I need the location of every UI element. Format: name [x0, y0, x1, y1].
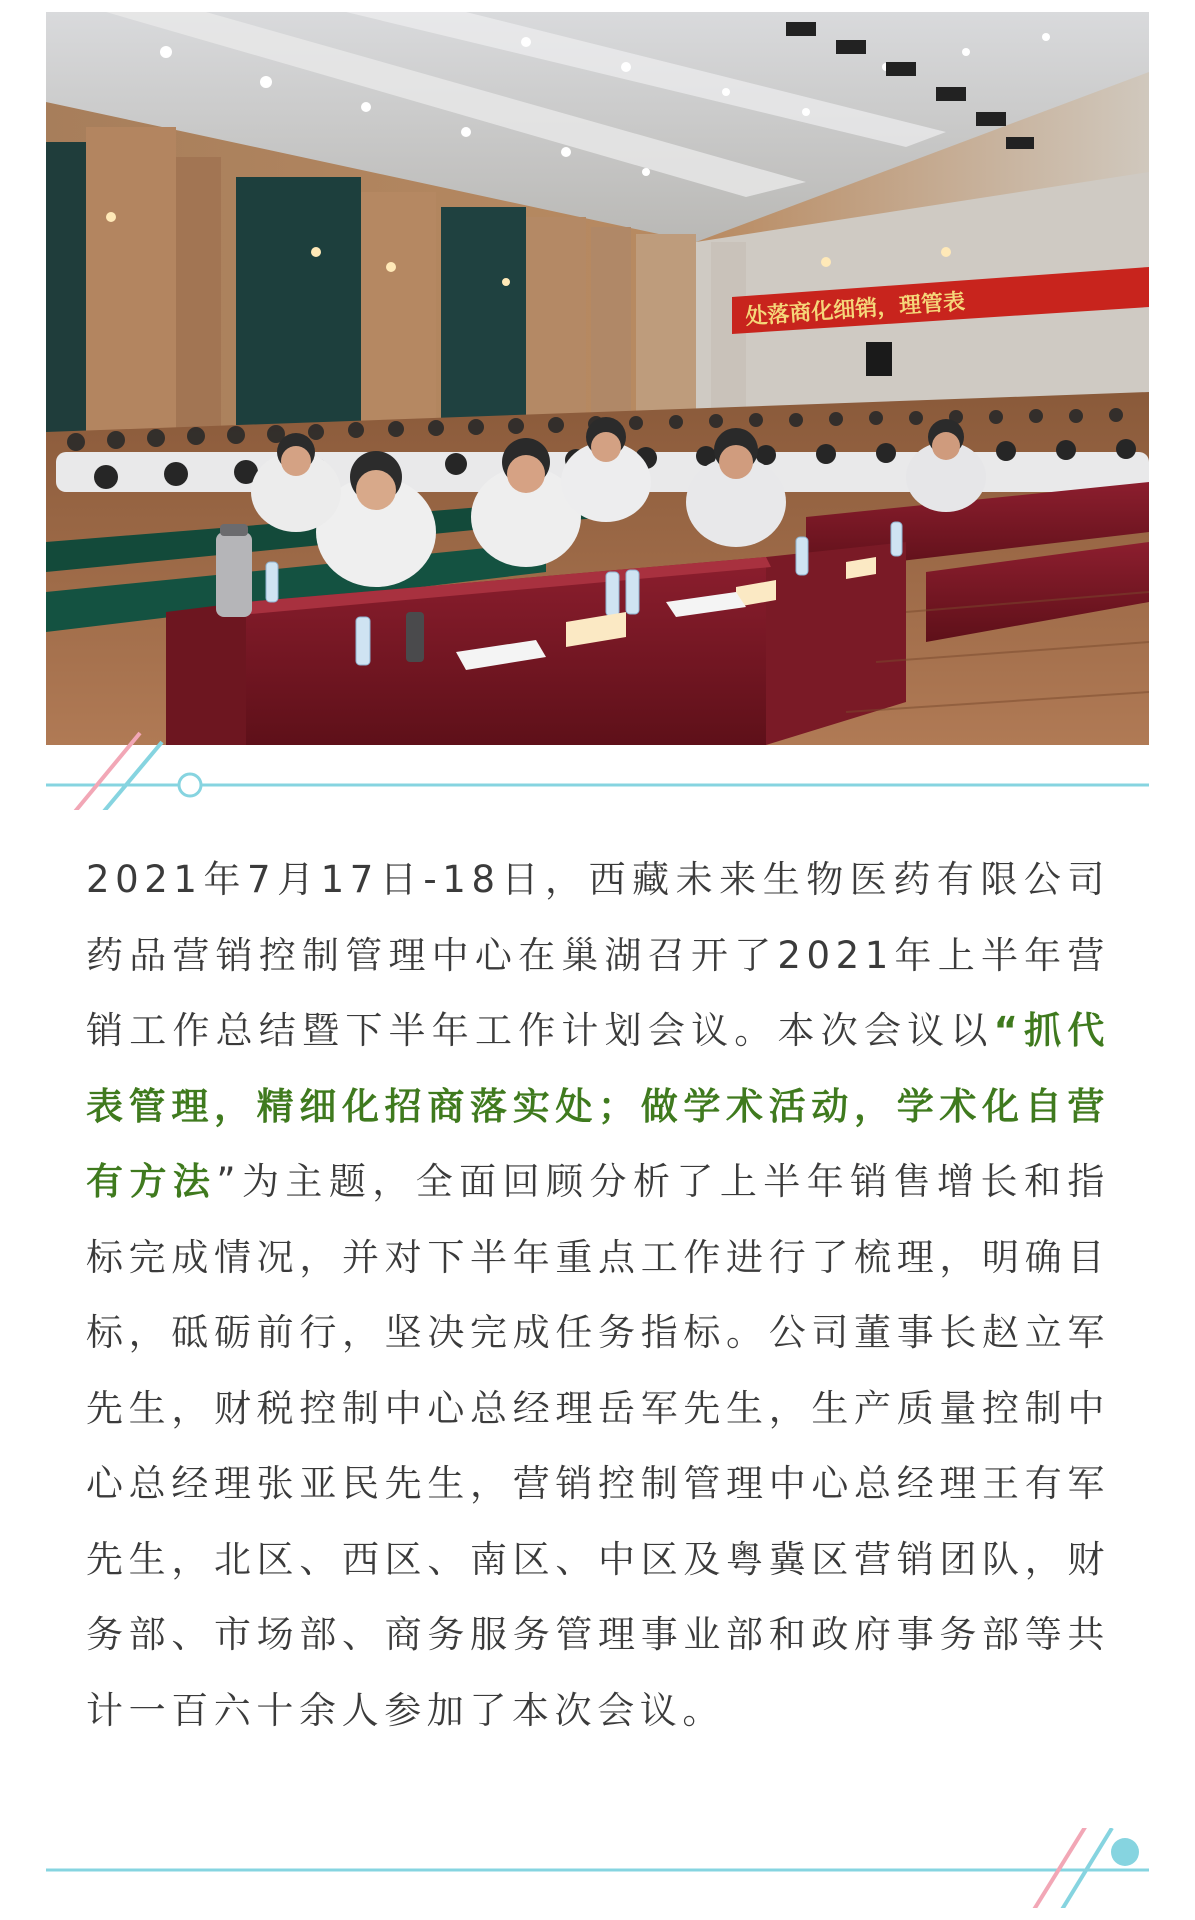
banner-slogan: 处落商化细销，理管表	[744, 289, 966, 330]
article-body	[86, 842, 1110, 1748]
article-details: ”为主题，全面回顾分析了上半年销售增长和指标完成情况，并对下半年重点工作进行了梳理，明确目标，砥砺前行，坚决完成任务指标。公司董事长赵立军先生，财税控制中心总经理岳军先生，生产质量控制中心总经理张亚民先生，营销控制管理中心总经理王有军先生，北区、西区、南区、中区及粤冀区营销团队，财务部、市场部、商务服务管理事业部和政府事务部等共计一百六十余人参加了本次会议。	[86, 1160, 1110, 1732]
article-intro: 2021年7月17日-18日，西藏未来生物医药有限公司药品营销控制管理中心在巢湖召开了2021年上半年营销工作总结暨下半年工作计划会议。本次会议以	[86, 858, 1110, 1052]
ring-dot	[179, 774, 201, 796]
blue-stroke	[1058, 1828, 1112, 1908]
filled-dot	[1111, 1838, 1139, 1866]
meeting-theme: “抓代表管理，精细化招商落实处；做学术活动，学术化自营有方法	[86, 1009, 1110, 1203]
top-divider	[0, 730, 1195, 810]
bottom-divider	[0, 1828, 1195, 1908]
pink-stroke	[1030, 1828, 1092, 1908]
pink-stroke	[68, 733, 140, 810]
conference-photo	[46, 12, 1149, 745]
